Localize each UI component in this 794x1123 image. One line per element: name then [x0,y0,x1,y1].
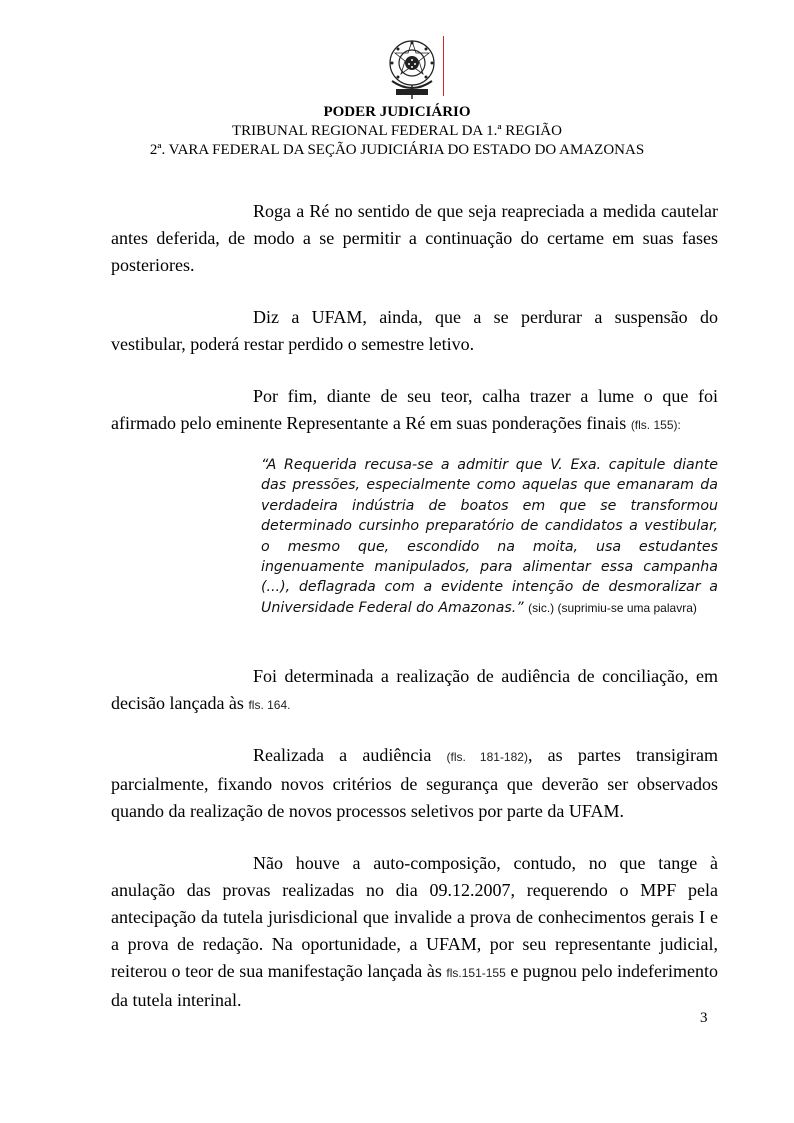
paragraph-5-ref: (fls. 181-182) [446,750,528,764]
paragraph-6-ref: fls.151-155 [446,966,506,980]
header-title: PODER JUDICIÁRIO [323,104,471,120]
paragraph-4-ref: fls. 164. [248,698,291,712]
paragraph-1-text: Roga a Ré no sentido de que seja reapreciada a medida cautelar antes deferida, de modo a se permitir a continuação do certame em suas fases posteriores. [111,201,718,275]
margin-mark [443,36,444,96]
paragraph-5-text-a: Realizada a audiência [253,745,432,765]
header-court: TRIBUNAL REGIONAL FEDERAL DA 1.ª REGIÃO [232,123,562,139]
paragraph-2 [111,304,718,358]
paragraph-6-text-a: Não houve a auto-composição, contudo, no que tange à anulação das provas realizadas no dia 09.12.2007, requerendo o MPF pela antecipação da tutela jurisdicional que invalide a prova de conhecimentos gerais I e a prova de redação. Na oportunidade, a UFAM, por seu representante judicial, reiterou o teor de sua manifestação lançada às [111,853,718,981]
coat-of-arms-emblem [382,35,442,101]
header-division: 2ª. VARA FEDERAL DA SEÇÃO JUDICIÁRIA DO ESTADO DO AMAZONAS [149,142,645,158]
block-quote [261,455,718,618]
paragraph-4-text: Foi determinada a realização de audiência de conciliação, em decisão lançada às [111,666,718,713]
paragraph-6-text-b: e pugnou pelo indeferimento da tutela interinal. [111,961,719,1010]
page-number: 3 [700,1010,708,1026]
paragraph-5 [111,742,718,825]
paragraph-3-text: Por fim, diante de seu teor, calha trazer a lume o que foi afirmado pelo eminente Representante a Ré em suas ponderações finais [111,386,718,433]
paragraph-6 [111,850,718,1014]
paragraph-5-text-b: , as partes transigiram parcialmente, fixando novos critérios de segurança que deverão ser observados quando da realização de novos processos seletivos por parte da UFAM. [111,745,719,821]
paragraph-4 [111,663,718,719]
paragraph-3-ref: (fls. 155): [630,418,681,432]
paragraph-3 [111,383,718,439]
paragraph-1 [111,198,718,279]
quote-text: “A Requerida recusa-se a admitir que V. Exa. capitule diante das pressões, especialmente como aquelas que emanaram da verdadeira indústria de boatos em que se transformou determinado cursinho preparatório de candidatos a vestibular, o mesmo que, escondido na moita, usa estudantes ingenuamente manipulados, para alimentar essa campanha (...), deflagrada com a evidente intenção de desmoralizar a Universidade Federal do Amazonas.” [261,457,718,616]
quote-note: (sic.) (suprimiu-se uma palavra) [528,600,697,615]
paragraph-2-text: Diz a UFAM, ainda, que a se perdurar a suspensão do vestibular, poderá restar perdido o semestre letivo. [111,307,718,354]
